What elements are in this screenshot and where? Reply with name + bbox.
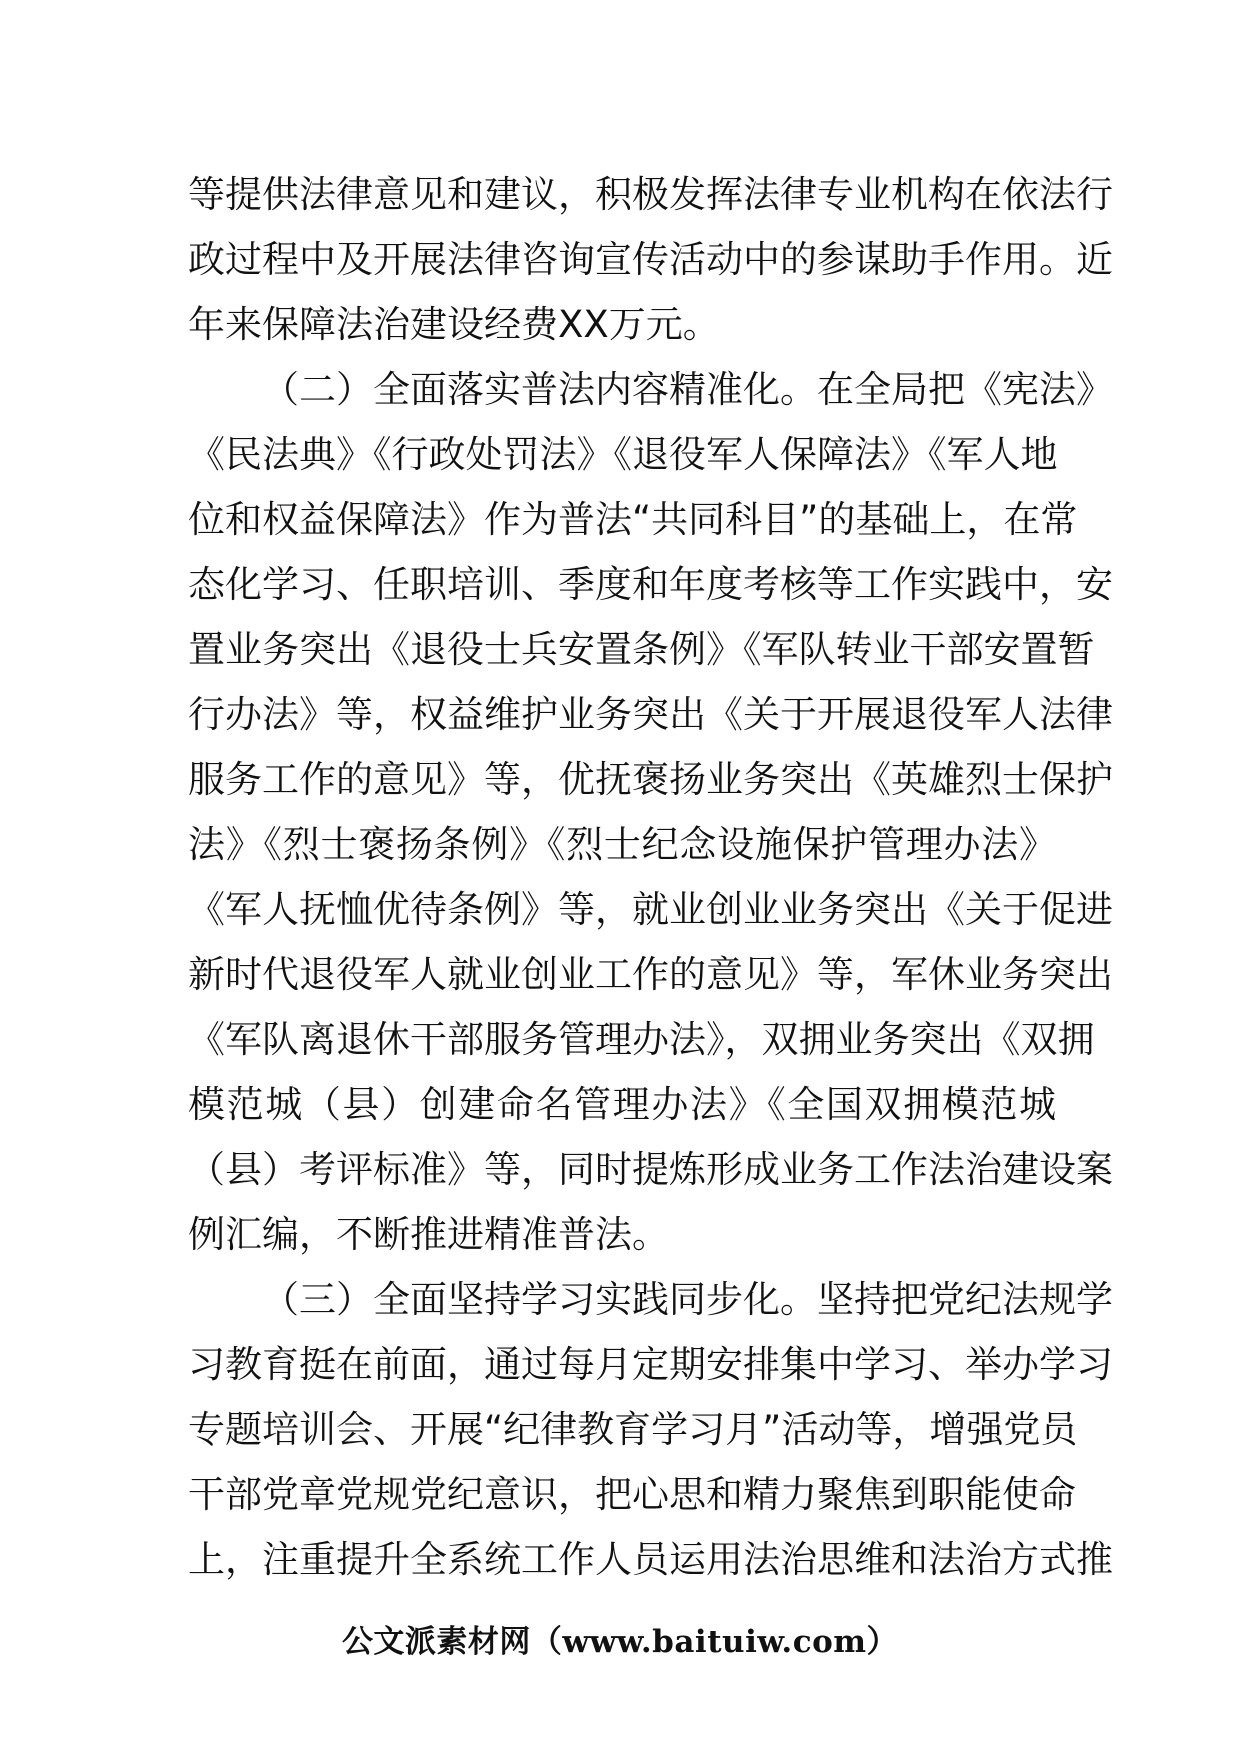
text-line: 《军队离退休干部服务管理办法》，双拥业务突出《双拥	[188, 1018, 1095, 1061]
text-line: 行办法》等，权益维护业务突出《关于开展退役军人法律	[188, 693, 1113, 736]
text-line: （三）全面坚持学习实践同步化。坚持把党纪法规学	[262, 1278, 1113, 1321]
text-line: 《民法典》《行政处罚法》《退役军人保障法》《军人地	[188, 433, 1058, 476]
text-line: 《军人抚恤优待条例》等，就业创业业务突出《关于促进	[188, 888, 1113, 931]
text-line: 等提供法律意见和建议，积极发挥法律专业机构在依法行	[188, 173, 1113, 216]
text-line: 新时代退役军人就业创业工作的意见》等，军休业务突出	[188, 953, 1113, 996]
body-text	[188, 162, 1113, 1592]
text-line: 位和权益保障法》作为普法“共同科目”的基础上，在常	[188, 498, 1078, 541]
text-line: （县）考评标准》等，同时提炼形成业务工作法治建设案	[188, 1148, 1113, 1191]
footer-watermark: 公文派素材网（www.baituiw.com）	[341, 1624, 899, 1660]
text-line: （二）全面落实普法内容精准化。在全局把《宪法》	[262, 368, 1113, 411]
text-line: 上，注重提升全系统工作人员运用法治思维和法治方式推	[188, 1538, 1113, 1581]
text-line: 例汇编，不断推进精准普法。	[188, 1213, 669, 1256]
text-line: 置业务突出《退役士兵安置条例》《军队转业干部安置暂	[188, 628, 1095, 671]
text-line: 专题培训会、开展“纪律教育学习月”活动等，增强党员	[188, 1408, 1078, 1451]
text-line: 服务工作的意见》等，优抚褒扬业务突出《英雄烈士保护	[188, 758, 1113, 801]
text-line: 干部党章党规党纪意识，把心思和精力聚焦到职能使命	[188, 1473, 1076, 1516]
text-line: 政过程中及开展法律咨询宣传活动中的参谋助手作用。近	[188, 238, 1113, 281]
text-line: 法》《烈士褒扬条例》《烈士纪念设施保护管理办法》	[188, 823, 1056, 866]
text-line: 模范城（县）创建命名管理办法》《全国双拥模范城	[188, 1083, 1056, 1126]
text-line: 年来保障法治建设经费XX万元。	[188, 303, 720, 346]
text-line: 习教育挺在前面，通过每月定期安排集中学习、举办学习	[188, 1343, 1113, 1386]
text-line: 态化学习、任职培训、季度和年度考核等工作实践中，安	[188, 563, 1113, 606]
